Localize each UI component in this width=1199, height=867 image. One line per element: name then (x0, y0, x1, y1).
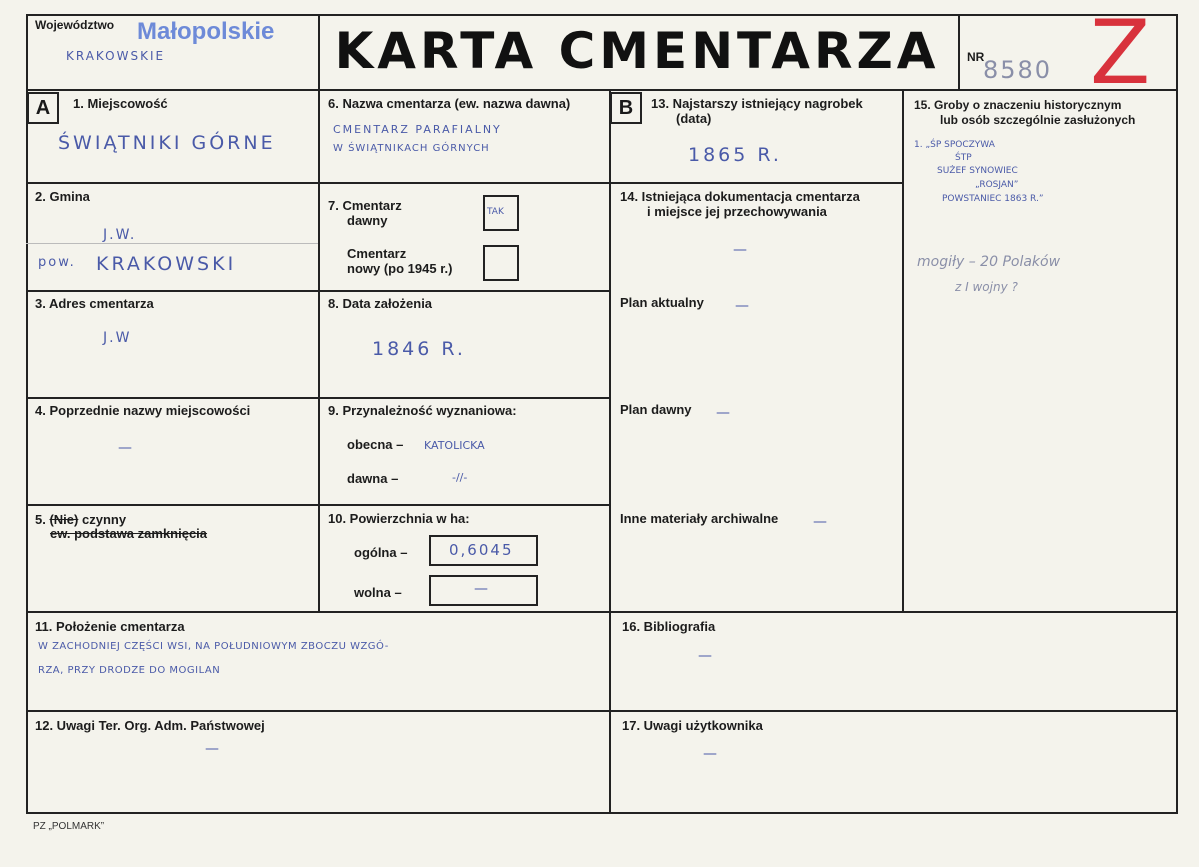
denomination-current-label: obecna – (347, 437, 404, 452)
historic-graves-label-1: 15. Groby o znaczeniu historycznym (914, 98, 1122, 112)
row-line-a1 (26, 182, 318, 184)
cemetery-name-label: 6. Nazwa cmentarza (ew. nazwa dawna) (328, 96, 571, 111)
area-total-value: 0,6045 (449, 541, 514, 559)
location-value-1: W ZACHODNIEJ CZĘŚCI WSI, NA POŁUDNIOWYM ZBOCZU WZGÓ- (38, 641, 389, 652)
row-line-12 (26, 710, 1178, 712)
new-cemetery-label-1: Cmentarz (347, 246, 407, 261)
plan-current-label: Plan aktualny (620, 295, 704, 310)
border-top (26, 14, 1178, 16)
cemetery-address-label: 3. Adres cmentarza (35, 296, 154, 311)
plan-former-value: — (716, 405, 732, 421)
row-line-b2 (318, 290, 610, 292)
location-label: 11. Położenie cmentarza (35, 619, 185, 634)
denomination-former-label: dawna – (347, 471, 399, 486)
voivodeship-stamp: Małopolskie (137, 18, 275, 45)
new-cemetery-label-2: nowy (po 1945 r.) (347, 261, 453, 276)
admin-notes-label: 12. Uwagi Ter. Org. Adm. Państwowej (35, 718, 265, 733)
old-cemetery-checkbox[interactable] (483, 195, 519, 231)
row-line-a4 (26, 504, 318, 506)
commune-value: KRAKOWSKI (96, 253, 237, 275)
old-cemetery-checkbox-value: TAK (487, 207, 504, 217)
area-free-label: wolna – (354, 585, 402, 600)
previous-names-label: 4. Poprzednie nazwy miejscowości (35, 403, 251, 418)
col-divider-1 (318, 89, 320, 611)
denomination-former-value: -//- (452, 471, 468, 484)
header-vline-2 (958, 14, 960, 91)
voivodeship-handwritten: KRAKOWSKIE (66, 49, 166, 63)
historic-graves-label-2: lub osób szczególnie zasłużonych (940, 113, 1136, 127)
other-materials-value: — (813, 514, 829, 530)
other-materials-label: Inne materiały archiwalne (620, 511, 779, 526)
area-total-field[interactable] (429, 535, 538, 566)
area-free-field[interactable] (429, 575, 538, 606)
documentation-label-2: i miejsce jej przechowywania (647, 204, 827, 219)
section-a-badge: A (27, 92, 59, 124)
row-line-b1 (318, 182, 610, 184)
admin-notes-value: — (205, 741, 221, 757)
voivodeship-label: Województwo (35, 18, 115, 32)
documentation-value: — (733, 242, 749, 258)
header-divider (26, 89, 1178, 91)
col-divider-3 (902, 89, 904, 611)
old-cemetery-label-1: 7. Cmentarz (328, 198, 402, 213)
cemetery-name-value-1: CMENTARZ PARAFIALNY (333, 123, 502, 136)
commune-label: 2. Gmina (35, 189, 90, 204)
row-line-b3 (318, 397, 610, 399)
area-label: 10. Powierzchnia w ha: (328, 511, 470, 526)
historic-graves-value-3: SUŻEF SYNOWIEC (937, 166, 1018, 176)
historic-graves-value-2: ŚTP (955, 153, 972, 163)
nr-value: 8580 (983, 56, 1053, 84)
oldest-tomb-label-2: (data) (676, 111, 712, 126)
new-cemetery-checkbox[interactable] (483, 245, 519, 281)
oldest-tomb-value: 1865 R. (688, 144, 782, 166)
historic-graves-value-5: POWSTANIEC 1863 R.” (942, 194, 1044, 204)
oldest-tomb-label-1: 13. Najstarszy istniejący nagrobek (651, 96, 863, 111)
row-line-b4 (318, 504, 610, 506)
closure-basis-label: ew. podstawa zamknięcia (50, 526, 208, 541)
founding-date-label: 8. Data założenia (328, 296, 433, 311)
page-title: KARTA CMENTARZA (334, 22, 940, 80)
row-line-11 (26, 611, 1178, 613)
commune-prefix: pow. (38, 255, 76, 270)
border-right (1176, 14, 1178, 814)
historic-graves-value-1: 1. „ŚP SPOCZYWA (914, 140, 995, 150)
border-left (26, 14, 28, 814)
plan-current-value: — (735, 298, 751, 314)
cemetery-address-value: J.W (103, 330, 132, 346)
founding-date-value: 1846 R. (372, 338, 466, 360)
active-label-rest: czynny (81, 512, 127, 527)
active-label (35, 512, 126, 527)
plan-former-label: Plan dawny (620, 402, 692, 417)
col-divider-2 (609, 89, 611, 813)
previous-names-value: — (118, 440, 134, 456)
row-line-a2 (26, 290, 318, 292)
active-label-prefix: 5. (35, 512, 46, 527)
row-line-a3 (26, 397, 318, 399)
active-label-nie: (Nie) (49, 512, 79, 527)
border-bottom (26, 812, 1178, 814)
area-free-value: — (474, 581, 490, 597)
row-line-c1 (609, 182, 904, 184)
gmina-guide-line (26, 243, 318, 244)
bibliography-value: — (698, 648, 714, 664)
denomination-current-value: KATOLICKA (424, 439, 485, 452)
old-cemetery-label-2: dawny (347, 213, 388, 228)
nr-label: NR (967, 50, 985, 64)
locality-label: 1. Miejscowość (73, 96, 168, 111)
historic-graves-pencil-1: mogiły – 20 Polaków (917, 254, 1061, 270)
bibliography-label: 16. Bibliografia (622, 619, 716, 634)
cemetery-name-value-2: W ŚWIĄTNIKACH GÓRNYCH (333, 143, 490, 154)
historic-graves-pencil-2: z I wojny ? (955, 280, 1018, 294)
historic-graves-value-4: „ROSJAN” (975, 180, 1019, 190)
documentation-label-1: 14. Istniejąca dokumentacja cmentarza (620, 189, 860, 204)
user-notes-label: 17. Uwagi użytkownika (622, 718, 763, 733)
header-vline-1 (318, 14, 320, 91)
denomination-label: 9. Przynależność wyznaniowa: (328, 403, 517, 418)
section-b-badge: B (610, 92, 642, 124)
commune-value-top: J.W. (103, 227, 137, 243)
category-letter: Z (1090, 1, 1151, 104)
printer-imprint: PZ „POLMARK” (33, 821, 105, 832)
user-notes-value: — (703, 746, 719, 762)
area-total-label: ogólna – (354, 545, 408, 560)
locality-value: ŚWIĄTNIKI GÓRNE (58, 132, 276, 154)
location-value-2: RZA, PRZY DRODZE DO MOGILAN (38, 665, 221, 676)
